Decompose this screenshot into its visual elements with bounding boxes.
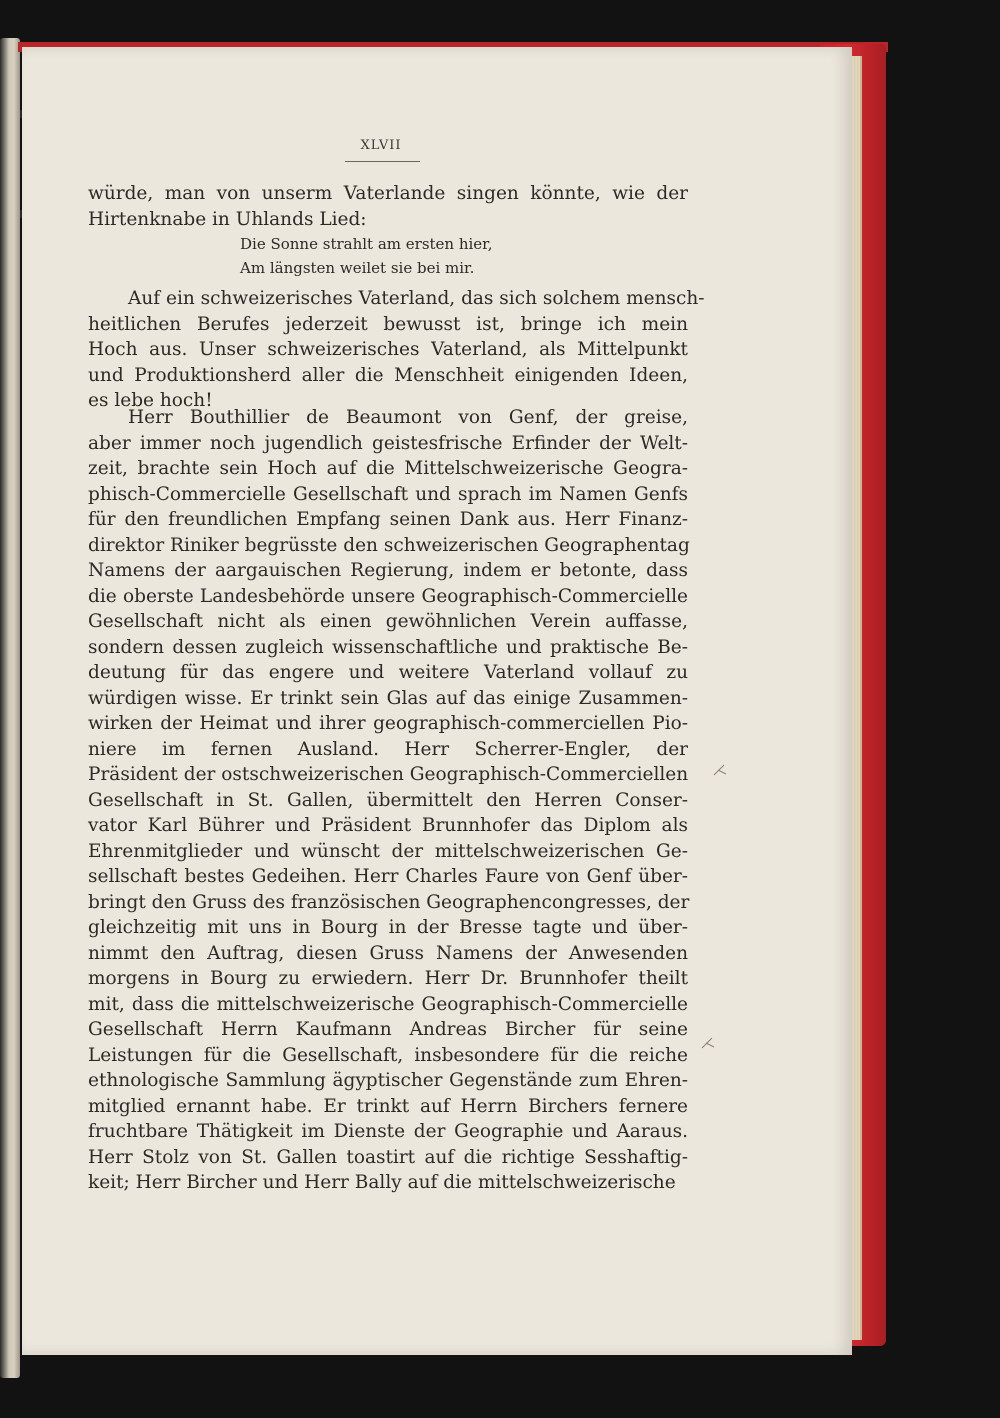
pencil-mark-icon bbox=[712, 762, 728, 778]
verse-line: Die Sonne strahlt am ersten hier, bbox=[240, 235, 493, 253]
text-line: sellschaft bestes Gedeihen. Herr Charles Faure von Genf über- bbox=[88, 866, 688, 887]
text-line: Ehrenmitglieder und wünscht der mittelschweizerischen Ge- bbox=[88, 840, 688, 862]
page-number: XLVII bbox=[360, 138, 402, 153]
intro-text bbox=[88, 181, 688, 232]
text-line: niere im fernen Ausland. Herr Scherrer-Engler, der bbox=[88, 738, 688, 760]
text-line: Namens der aargauischen Regierung, indem er betonte, dass bbox=[88, 560, 688, 581]
text-line: würde, man von unserm Vaterlande singen könnte, wie der bbox=[88, 183, 688, 204]
text-line: Leistungen für die Gesellschaft, insbesondere für die reiche bbox=[88, 1044, 688, 1066]
text-line: Herr Bouthillier de Beaumont von Genf, der greise, bbox=[128, 407, 688, 428]
text-line: deutung für das engere und weitere Vaterland vollauf zu bbox=[88, 662, 688, 683]
text-line: die oberste Landesbehörde unsere Geographisch-Commercielle bbox=[88, 585, 688, 607]
text-line: phisch-Commercielle Gesellschaft und sprach im Namen Genfs bbox=[88, 483, 688, 505]
text-line: bringt den Gruss des französischen Geographencongresses, der bbox=[88, 891, 690, 913]
text-line: Hirtenknabe in Uhlands Lied: bbox=[88, 208, 367, 230]
text-line: Gesellschaft nicht als einen gewöhnlichen Verein auffasse, bbox=[88, 611, 688, 632]
text-line: ethnologische Sammlung ägyptischer Gegenstände zum Ehren- bbox=[88, 1070, 688, 1091]
text-line: Herr Stolz von St. Gallen toastirt auf die richtige Sesshaftig- bbox=[88, 1146, 688, 1168]
text-line: Präsident der ostschweizerischen Geographisch-Commerciellen bbox=[88, 764, 689, 785]
text-line: nimmt den Auftrag, diesen Gruss Namens der Anwesenden bbox=[88, 942, 688, 964]
text-line: Hoch aus. Unser schweizerisches Vaterland, als Mittelpunkt bbox=[88, 339, 688, 360]
text-line: würdigen wisse. Er trinkt sein Glas auf das einige Zusammen- bbox=[88, 687, 688, 709]
facing-page-edge bbox=[0, 38, 20, 1378]
pencil-mark-icon bbox=[700, 1035, 716, 1051]
text-line: für den freundlichen Empfang seinen Dank aus. Herr Finanz- bbox=[88, 509, 688, 530]
verse-line: Am längsten weilet sie bei mir. bbox=[240, 259, 475, 277]
text-line: direktor Riniker begrüsste den schweizerischen Geographentag bbox=[88, 534, 690, 556]
text-line: vator Karl Bührer und Präsident Brunnhofer das Diplom als bbox=[88, 815, 688, 836]
text-line: mitglied ernannt habe. Er trinkt auf Herrn Birchers fernere bbox=[88, 1095, 688, 1117]
text-line: morgens in Bourg zu erwiedern. Herr Dr. Brunnhofer theilt bbox=[88, 968, 688, 989]
text-line: aber immer noch jugendlich geistesfrische Erfinder der Welt- bbox=[88, 432, 688, 454]
page-number-rule bbox=[345, 161, 420, 162]
text-line: wirken der Heimat und ihrer geographisch-commerciellen Pio- bbox=[88, 713, 688, 734]
text-line: sondern dessen zugleich wissenschaftliche und praktische Be- bbox=[88, 636, 688, 658]
text-line: keit; Herr Bircher und Herr Bally auf die mittelschweizerische bbox=[88, 1172, 676, 1193]
text-line: mit, dass die mittelschweizerische Geographisch-Commercielle bbox=[88, 993, 688, 1015]
text-line: zeit, brachte sein Hoch auf die Mittelschweizerische Geogra- bbox=[88, 458, 688, 479]
text-line: gleichzeitig mit uns in Bourg in der Bresse tagte und über- bbox=[88, 917, 688, 938]
text-line: und Produktionsherd aller die Menschheit einigenden Ideen, bbox=[88, 364, 688, 386]
text-line: heitlichen Berufes jederzeit bewusst ist, bringe ich mein bbox=[88, 313, 688, 335]
text-line: Auf ein schweizerisches Vaterland, das sich solchem mensch- bbox=[128, 288, 705, 309]
paragraph-2 bbox=[88, 405, 688, 1196]
paragraph-1 bbox=[88, 286, 705, 414]
text-line: Gesellschaft Herrn Kaufmann Andreas Bircher für seine bbox=[88, 1019, 688, 1040]
text-line: Gesellschaft in St. Gallen, übermittelt den Herren Conser- bbox=[88, 789, 688, 811]
text-line: es lebe hoch! bbox=[88, 390, 213, 411]
verse-quote bbox=[240, 232, 492, 280]
text-line: fruchtbare Thätigkeit im Dienste der Geographie und Aaraus. bbox=[88, 1121, 688, 1142]
